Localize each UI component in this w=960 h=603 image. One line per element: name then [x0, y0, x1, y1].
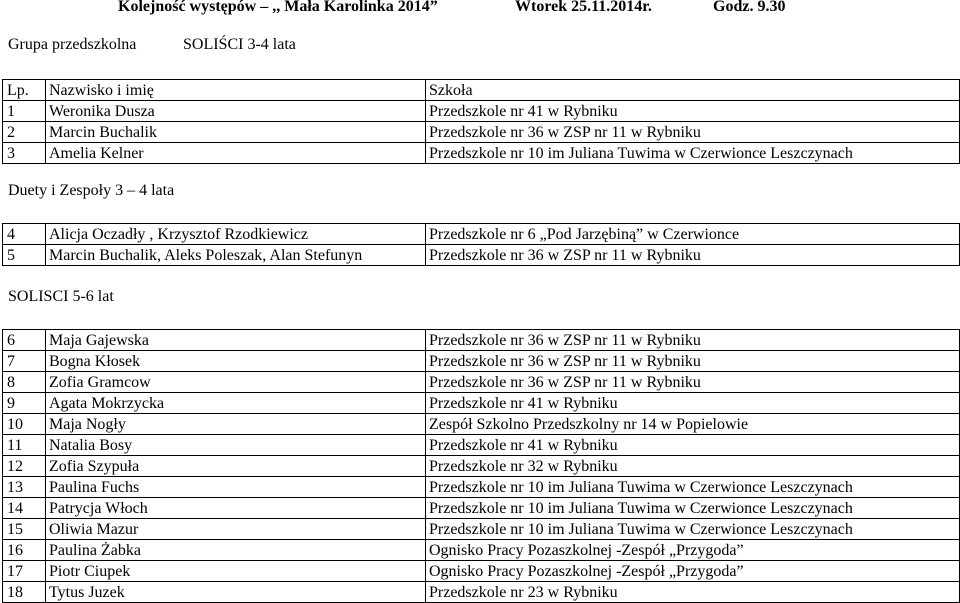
- header-school: Szkoła: [426, 80, 960, 101]
- row-lp: 1: [3, 101, 46, 122]
- row-lp: 16: [3, 540, 46, 561]
- table-row: [3, 143, 960, 164]
- row-school: Zespół Szkolno Przedszkolny nr 14 w Popielowie: [426, 414, 960, 435]
- table-row: [3, 101, 960, 122]
- row-school: Przedszkole nr 36 w ZSP nr 11 w Rybniku: [426, 122, 960, 143]
- row-name: Patrycja Włoch: [46, 498, 426, 519]
- row-school: Przedszkole nr 10 im Juliana Tuwima w Czerwionce Leszczynach: [426, 498, 960, 519]
- table-row: [3, 519, 960, 540]
- group-label: Grupa przedszkolna: [8, 36, 137, 53]
- row-name: Natalia Bosy: [46, 435, 426, 456]
- row-school: Przedszkole nr 10 im Juliana Tuwima w Czerwionce Leszczynach: [426, 143, 960, 164]
- row-school: Przedszkole nr 41 w Rybniku: [426, 393, 960, 414]
- row-name: Zofia Gramcow: [46, 372, 426, 393]
- table-row: [3, 540, 960, 561]
- table-row: [3, 224, 960, 245]
- row-name: Amelia Kelner: [46, 143, 426, 164]
- table-row: [3, 456, 960, 477]
- row-lp: 2: [3, 122, 46, 143]
- row-lp: 5: [3, 245, 46, 266]
- table-row: [3, 582, 960, 603]
- row-school: Przedszkole nr 32 w Rybniku: [426, 456, 960, 477]
- table-row: [3, 122, 960, 143]
- row-school: Przedszkole nr 41 w Rybniku: [426, 435, 960, 456]
- row-school: Przedszkole nr 36 w ZSP nr 11 w Rybniku: [426, 372, 960, 393]
- group-name: SOLIŚCI 3-4 lata: [183, 36, 296, 53]
- table-header-row: [3, 80, 960, 101]
- row-name: Marcin Buchalik: [46, 122, 426, 143]
- row-lp: 11: [3, 435, 46, 456]
- row-school: Przedszkole nr 23 w Rybniku: [426, 582, 960, 603]
- row-name: Weronika Dusza: [46, 101, 426, 122]
- row-lp: 10: [3, 414, 46, 435]
- row-name: Bogna Kłosek: [46, 351, 426, 372]
- header-name: Nazwisko i imię: [46, 80, 426, 101]
- row-lp: 13: [3, 477, 46, 498]
- performance-time: Godz. 9.30: [713, 0, 786, 15]
- row-name: Oliwia Mazur: [46, 519, 426, 540]
- table-row: [3, 414, 960, 435]
- document-title: Kolejność występów – ,, Mała Karolinka 2014”: [118, 0, 438, 15]
- row-school: Przedszkole nr 36 w ZSP nr 11 w Rybniku: [426, 351, 960, 372]
- row-name: Maja Gajewska: [46, 330, 426, 351]
- table-row: [3, 351, 960, 372]
- row-name: Paulina Żabka: [46, 540, 426, 561]
- table-soloists-5-6: [2, 329, 960, 603]
- table-row: [3, 435, 960, 456]
- row-lp: 7: [3, 351, 46, 372]
- table-row: [3, 393, 960, 414]
- row-lp: 8: [3, 372, 46, 393]
- table-row: [3, 330, 960, 351]
- row-name: Paulina Fuchs: [46, 477, 426, 498]
- row-school: Przedszkole nr 36 w ZSP nr 11 w Rybniku: [426, 330, 960, 351]
- row-lp: 6: [3, 330, 46, 351]
- row-school: Ognisko Pracy Pozaszkolnej -Zespół „Przygoda”: [426, 540, 960, 561]
- section-soloists-5-6-title: SOLISCI 5-6 lat: [8, 288, 114, 305]
- row-school: Przedszkole nr 36 w ZSP nr 11 w Rybniku: [426, 245, 960, 266]
- row-name: Marcin Buchalik, Aleks Poleszak, Alan Stefunyn: [46, 245, 426, 266]
- row-name: Maja Nogły: [46, 414, 426, 435]
- row-school: Ognisko Pracy Pozaszkolnej -Zespół „Przygoda”: [426, 561, 960, 582]
- table-soloists-3-4: [2, 79, 960, 101]
- row-school: Przedszkole nr 10 im Juliana Tuwima w Czerwionce Leszczynach: [426, 477, 960, 498]
- table-soloists-3-4-rows: [2, 100, 960, 164]
- row-name: Alicja Oczadły , Krzysztof Rzodkiewicz: [46, 224, 426, 245]
- row-lp: 12: [3, 456, 46, 477]
- table-row: [3, 498, 960, 519]
- row-school: Przedszkole nr 6 „Pod Jarzębiną” w Czerwionce: [426, 224, 960, 245]
- row-school: Przedszkole nr 41 w Rybniku: [426, 101, 960, 122]
- row-lp: 18: [3, 582, 46, 603]
- header-lp: Lp.: [3, 80, 46, 101]
- section-duets-title: Duety i Zespoły 3 – 4 lata: [8, 182, 175, 199]
- performance-date: Wtorek 25.11.2014r.: [515, 0, 652, 15]
- row-name: Tytus Juzek: [46, 582, 426, 603]
- row-name: Zofia Szypuła: [46, 456, 426, 477]
- row-lp: 15: [3, 519, 46, 540]
- row-name: Piotr Ciupek: [46, 561, 426, 582]
- row-lp: 3: [3, 143, 46, 164]
- row-lp: 14: [3, 498, 46, 519]
- table-row: [3, 245, 960, 266]
- table-row: [3, 477, 960, 498]
- row-lp: 4: [3, 224, 46, 245]
- row-name: Agata Mokrzycka: [46, 393, 426, 414]
- row-lp: 17: [3, 561, 46, 582]
- table-duets: [2, 223, 960, 266]
- table-row: [3, 372, 960, 393]
- row-lp: 9: [3, 393, 46, 414]
- table-row: [3, 561, 960, 582]
- row-school: Przedszkole nr 10 im Juliana Tuwima w Czerwionce Leszczynach: [426, 519, 960, 540]
